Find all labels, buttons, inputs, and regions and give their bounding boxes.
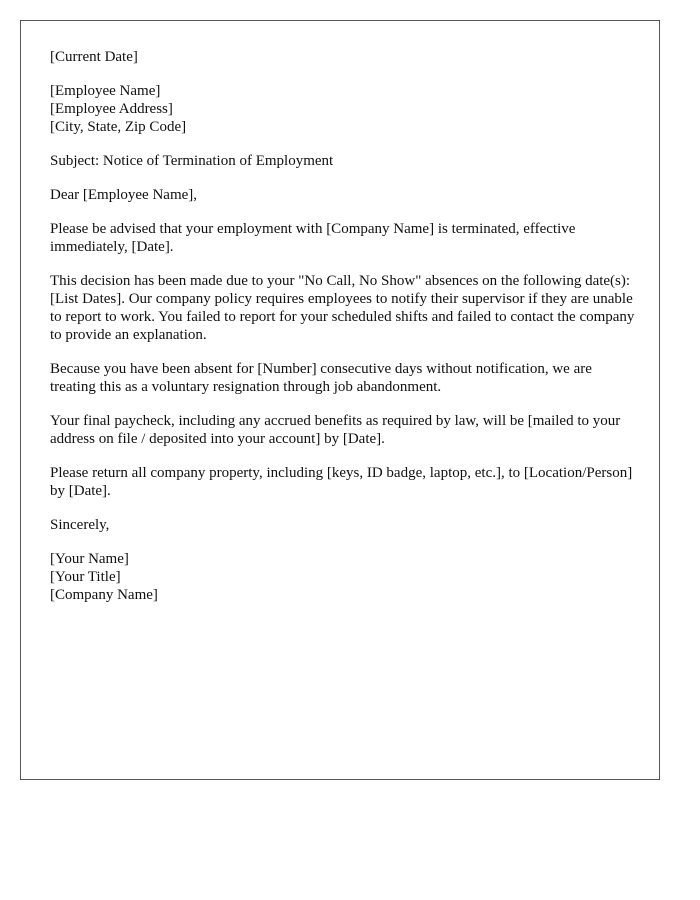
letter-body <box>50 48 635 620</box>
letter-salutation: Dear [Employee Name], <box>50 187 198 203</box>
paragraph-final-paycheck: Your final paycheck, including any accrued benefits as required by law, will be [mailed to your address on file / deposited into your account] by [Date]. <box>50 413 621 447</box>
paragraph-job-abandonment: Because you have been absent for [Number] consecutive days without notification, we are treating this as a voluntary resignation through job abandonment. <box>50 361 592 395</box>
letter-frame <box>20 20 660 780</box>
paragraph-termination-notice: Please be advised that your employment with [Company Name] is terminated, effective immediately, [Date]. <box>50 221 576 255</box>
paragraph-reason: This decision has been made due to your "No Call, No Show" absences on the following date(s): [List Dates]. Our company policy requires employees to notify their supervisor if they are unable to report to work. You failed to report for your scheduled shifts and failed to contact the company to provide an explanation. <box>50 273 635 343</box>
paragraph-company-property: Please return all company property, including [keys, ID badge, laptop, etc.], to [Location/Person] by [Date]. <box>50 465 633 499</box>
letter-date-block <box>50 48 635 66</box>
recipient-address-block <box>50 82 635 136</box>
letter-subject: Subject: Notice of Termination of Employment <box>50 153 334 169</box>
signature-block <box>50 550 635 604</box>
signature-name: [Your Name] <box>50 551 129 567</box>
recipient-name: [Employee Name] <box>50 83 161 99</box>
signature-company: [Company Name] <box>50 587 158 603</box>
letter-date: [Current Date] <box>50 49 138 65</box>
letter-closing: Sincerely, <box>50 517 110 533</box>
signature-title: [Your Title] <box>50 569 121 585</box>
recipient-city-state-zip: [City, State, Zip Code] <box>50 119 187 135</box>
recipient-address: [Employee Address] <box>50 101 173 117</box>
